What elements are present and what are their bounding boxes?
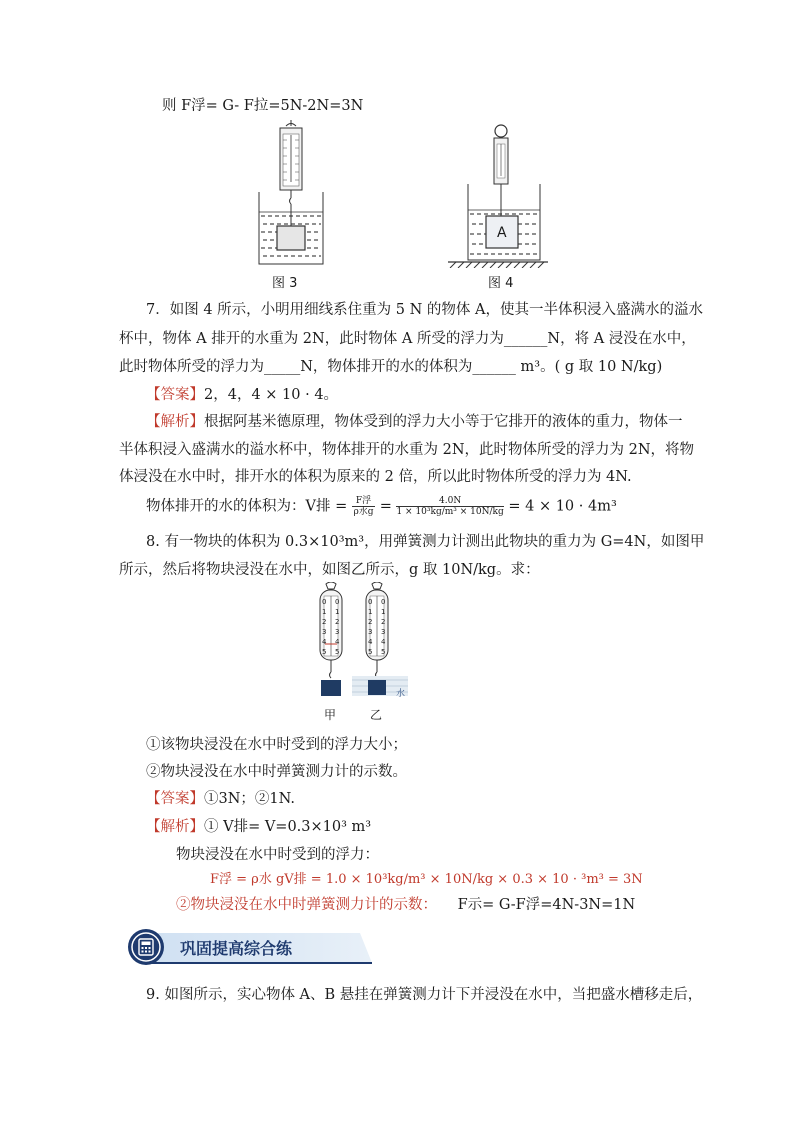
q8-step-4-formula: F示= G-F浮=4N-3N=1N [457,897,636,913]
q8-figure [308,582,418,696]
q7-volume-formula: 物体排开的水的体积为：V排 = $\frac{\text{F浮}}{\text{ρ水g}}$ = $\frac{4.0N}{\text{1 × 10³kg/m³ × 10N/kg}}$ = 4 × 10 · 4m³ [146,496,617,517]
q8-question-2: ②物块浸没在水中时弹簧测力计的示数。 [146,764,407,780]
q8-step-1: ① V排= V=0.3×10³ m³ [204,819,372,835]
q8-step-4 [176,895,635,915]
q8-answer [146,789,295,809]
q7-analysis-text-1: 根据阿基米德原理，物体受到的浮力大小等于它排开的液体的重力，物体一 [204,414,683,430]
q7-volume-prefix: 物体排开的水的体积为：V排 = [146,498,348,515]
calculator-icon [138,938,154,956]
figure-4 [448,122,548,268]
figure-3 [255,120,327,270]
q7-answer [146,385,338,405]
q8-analysis-line-1 [146,817,371,837]
svg-text:2: 2 [368,618,373,626]
svg-text:3: 3 [335,628,340,636]
q7-fraction-1 [352,496,375,517]
figure-4-caption: 图 4 [488,276,514,291]
q7-fraction-2-num: 4.0N [396,496,503,507]
svg-text:0: 0 [381,598,386,606]
q8-line-1: 8. 有一物块的体积为 0.3×10³m³，用弹簧测力计测出此物块的重力为 G=4N，如图甲 [146,534,705,550]
q7-answer-tag: 【答案】 [146,387,204,403]
svg-text:3: 3 [381,628,386,636]
q8-figure-label-yi: 乙 [370,708,383,722]
section-banner [124,927,372,967]
q7-fraction-1-den: ρ水g [353,507,374,517]
q8-figure-label-jia: 甲 [324,708,337,722]
svg-text:1: 1 [335,608,340,616]
q7-answer-text: 2，4，4 × 10 · 4。 [204,387,339,403]
q7-fraction-2-den: 1 × 10³kg/m³ × 10N/kg [396,507,504,517]
scale-jia [320,582,342,696]
q7-line-3: 此时物体所受的浮力为_____N，物体排开的水的体积为______ m³。( g 取 10 N/kg) [119,359,663,375]
q7-volume-result: = 4 × 10 · 4m³ [508,498,617,515]
q7-analysis-line-3: 体浸没在水中时，排开水的体积为原来的 2 倍，所以此时物体所受的浮力为 4N. [119,469,632,485]
q7-fraction-1-num: F浮 [352,496,375,507]
q8-step-3: F浮 = ρ水 gV排 = 1.0 × 10³kg/m³ × 10N/kg × 0.3 × 10 · ³m³ = 3N [210,872,643,887]
svg-text:3: 3 [368,628,373,636]
top-formula: 则 F浮= G- F拉=5N-2N=3N [162,98,364,114]
q8-question-1: ①该物块浸没在水中时受到的浮力大小； [146,737,407,753]
q7-line-1: 7．如图 4 所示，小明用细线系住重为 5 N 的物体 A，使其一半体积浸入盛满水的溢水 [146,302,703,318]
q9-line-1: 9. 如图所示，实心物体 A、B 悬挂在弹簧测力计下并浸没在水中，当把盛水槽移走后， [146,987,703,1003]
svg-text:5: 5 [368,648,373,656]
svg-text:1: 1 [381,608,386,616]
svg-text:0: 0 [335,598,340,606]
svg-text:5: 5 [322,648,327,656]
scale-yi [352,582,408,696]
svg-text:5: 5 [335,648,340,656]
svg-text:0: 0 [368,598,373,606]
svg-text:2: 2 [381,618,386,626]
q7-analysis-line-1 [146,412,683,432]
q8-analysis-tag: 【解析】 [146,819,204,835]
q7-fraction-2 [396,496,503,517]
svg-text:2: 2 [335,618,340,626]
svg-text:4: 4 [335,638,340,646]
figure-4-block-label: A [497,225,507,241]
q8-figure-water-label: 水 [396,689,406,699]
q8-answer-text: ①3N；②1N. [204,791,296,807]
q7-analysis-tag: 【解析】 [146,414,204,430]
q8-answer-tag: 【答案】 [146,791,204,807]
svg-text:4: 4 [368,638,373,646]
svg-text:0: 0 [322,598,327,606]
figure-3-caption: 图 3 [272,276,298,291]
q7-line-2: 杯中，物体 A 排开的水重为 2N，此时物体 A 所受的浮力为______N，将 A 浸没在水中， [119,331,696,347]
banner-title: 巩固提高综合练 [180,939,293,958]
svg-text:1: 1 [368,608,373,616]
svg-text:2: 2 [322,618,327,626]
q8-step-2: 物块浸没在水中时受到的浮力： [176,847,379,863]
q8-step-4-prefix: ②物块浸没在水中时弹簧测力计的示数： [176,897,437,913]
svg-text:4: 4 [381,638,386,646]
svg-text:5: 5 [381,648,386,656]
svg-text:3: 3 [322,628,327,636]
svg-text:1: 1 [322,608,327,616]
q8-line-2: 所示，然后将物块浸没在水中，如图乙所示，g 取 10N/kg。求： [119,562,540,578]
q7-analysis-line-2: 半体积浸入盛满水的溢水杯中，物体排开的水重为 2N，此时物体所受的浮力为 2N，将物 [119,442,695,458]
svg-text:4: 4 [322,638,327,646]
